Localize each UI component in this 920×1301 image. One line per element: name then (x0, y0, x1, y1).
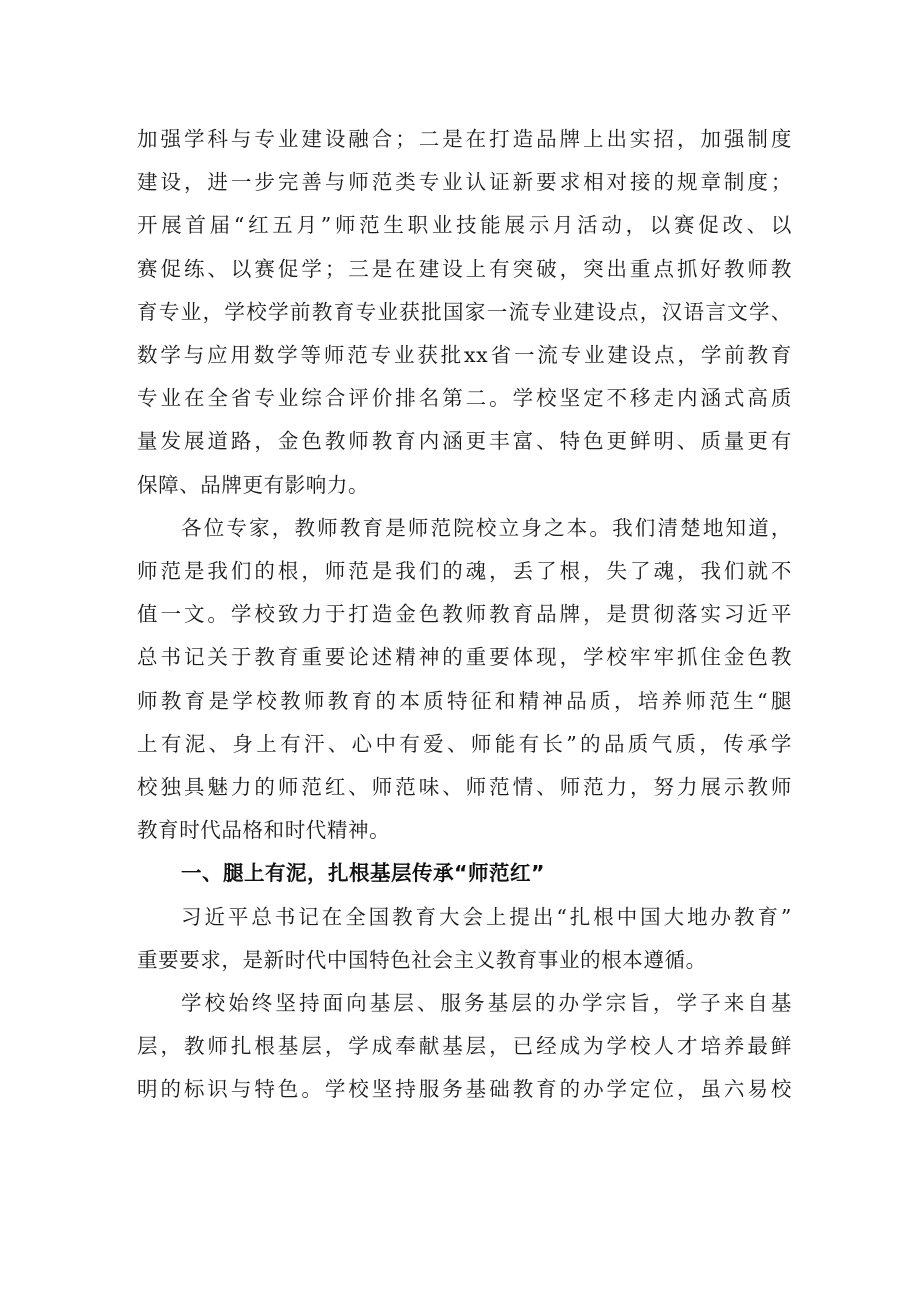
text-line: 数学与应用数学等师范专业获批xx省一流专业建设点，学前教育 (137, 343, 792, 368)
text-line: 师范是我们的根，师范是我们的魂，丢了根，失了魂，我们就不 (137, 559, 792, 584)
text-line: 加强学科与专业建设融合；二是在打造品牌上出实招，加强制度 (137, 127, 792, 151)
text-line: 各位专家，教师教育是师范院校立身之本。我们清楚地知道， (181, 515, 792, 540)
text-line: 量发展道路，金色教师教育内涵更丰富、特色更鲜明、质量更有 (137, 429, 792, 454)
text-line: 总书记关于教育重要论述精神的重要体现，学校牢牢抓住金色教 (137, 645, 792, 670)
text-line: 学校始终坚持面向基层、服务基层的办学宗旨，学子来自基 (181, 991, 792, 1016)
text-line: 赛促练、以赛促学；三是在建设上有突破，突出重点抓好教师教 (137, 256, 792, 281)
section-heading: 一、腿上有泥，扎根基层传承“师范红” (181, 861, 545, 886)
document-body (137, 118, 792, 1112)
text-line: 校独具魅力的师范红、师范味、师范情、师范力，努力展示教师 (137, 775, 792, 800)
text-line: 值一文。学校致力于打造金色教师教育品牌，是贯彻落实习近平 (137, 602, 792, 627)
paragraph-2 (137, 507, 792, 853)
text-line: 明的标识与特色。学校坚持服务基础教育的办学定位，虽六易校 (137, 1077, 792, 1102)
text-line: 师教育是学校教师教育的本质特征和精神品质，培养师范生“腿 (137, 688, 792, 713)
text-line: 专业在全省专业综合评价排名第二。学校坚定不移走内涵式高质 (137, 386, 792, 411)
text-line: 重要要求，是新时代中国特色社会主义教育事业的根本遵循。 (137, 947, 707, 972)
text-line: 教育时代品格和时代精神。 (137, 818, 391, 843)
text-line: 习近平总书记在全国教育大会上提出“扎根中国大地办教育” (181, 904, 792, 929)
text-line: 开展首届“红五月”师范生职业技能展示月活动，以赛促改、以 (137, 213, 792, 238)
paragraph-3 (137, 896, 792, 982)
text-line: 层，教师扎根基层，学成奉献基层，已经成为学校人才培养最鲜 (137, 1034, 792, 1059)
text-line: 上有泥、身上有汗、心中有爱、师能有长”的品质气质，传承学 (137, 731, 792, 756)
paragraph-4 (137, 982, 792, 1112)
text-line: 建设，进一步完善与师范类专业认证新要求相对接的规章制度； (137, 170, 792, 195)
paragraph-1 (137, 118, 792, 507)
text-line: 保障、品牌更有影响力。 (137, 472, 370, 497)
text-line: 育专业，学校学前教育专业获批国家一流专业建设点，汉语言文学、 (137, 299, 792, 324)
